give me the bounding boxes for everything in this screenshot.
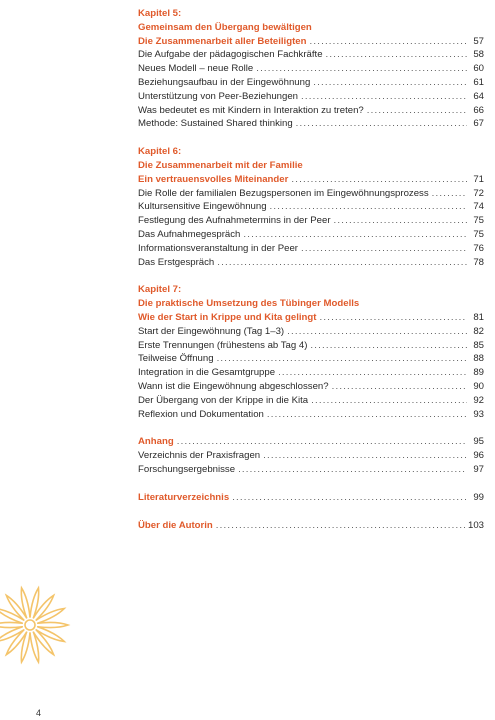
dot-leader — [310, 339, 467, 353]
flower-icon — [0, 570, 80, 680]
entry-title: Neues Modell – neue Rolle — [138, 63, 254, 75]
entry-title: Ein vertrauensvolles Miteinander — [138, 173, 289, 185]
chapter-5 — [138, 7, 484, 131]
entry-title: Das Aufnahmegespräch — [138, 228, 241, 240]
entry-title: Erste Trennungen (frühestens ab Tag 4) — [138, 339, 308, 351]
entry-page: 95 — [473, 436, 484, 448]
dot-leader — [263, 449, 467, 463]
toc-entry[interactable] — [138, 242, 484, 256]
entry-page: 85 — [473, 339, 484, 351]
entry-title: Anhang — [138, 436, 174, 448]
entry-page: 90 — [473, 380, 484, 392]
dot-leader — [313, 76, 467, 90]
entry-title: Was bedeutet es mit Kindern in Interaktion zu treten? — [138, 104, 364, 116]
dot-leader — [267, 408, 467, 422]
toc-entry-references[interactable] — [138, 491, 484, 505]
toc-entry[interactable] — [138, 449, 484, 463]
entry-title: Festlegung des Aufnahmetermins in der Peer — [138, 215, 331, 227]
table-of-contents — [138, 7, 484, 546]
dot-leader — [367, 104, 467, 118]
flower-petal — [0, 622, 22, 627]
entry-page: 58 — [473, 49, 484, 61]
toc-entry[interactable] — [138, 325, 484, 339]
entry-page: 76 — [473, 242, 484, 254]
entry-page: 92 — [473, 394, 484, 406]
entry-page: 88 — [473, 353, 484, 365]
entry-page: 96 — [473, 450, 484, 462]
toc-entry[interactable] — [138, 339, 484, 353]
dot-leader — [270, 200, 467, 214]
toc-entry[interactable] — [138, 463, 484, 477]
entry-title: Methode: Sustained Shared thinking — [138, 118, 293, 130]
toc-entry-lead[interactable] — [138, 173, 484, 187]
toc-entry[interactable] — [138, 228, 484, 242]
dot-leader — [301, 242, 467, 256]
chapter-label: Kapitel 5: — [138, 8, 182, 19]
toc-entry[interactable] — [138, 394, 484, 408]
toc-entry[interactable] — [138, 90, 484, 104]
dot-leader — [326, 48, 467, 62]
chapter-label: Kapitel 6: — [138, 146, 182, 158]
entry-title: Das Erstgespräch — [138, 256, 215, 268]
chapter-title: Die praktische Umsetzung des Tübinger Modells — [138, 298, 360, 310]
toc-entry[interactable] — [138, 62, 484, 76]
entry-page: 60 — [473, 63, 484, 75]
entry-page: 99 — [473, 491, 484, 503]
entry-title: Forschungsergebnisse — [138, 463, 236, 475]
page-number: 4 — [36, 708, 42, 718]
dot-leader — [432, 187, 467, 201]
entry-title: Die Rolle der familialen Bezugspersonen im Eingewöhnungsprozess — [138, 187, 429, 199]
entry-page: 97 — [473, 463, 484, 475]
dot-leader — [296, 117, 467, 131]
entry-page: 72 — [473, 187, 484, 199]
entry-page: 67 — [473, 118, 484, 130]
entry-title: Teilweise Öffnung — [138, 353, 214, 365]
dot-leader — [216, 519, 465, 533]
dot-leader — [256, 62, 467, 76]
entry-title: Integration in die Gesamtgruppe — [138, 367, 276, 379]
entry-page: 57 — [473, 35, 484, 47]
toc-entry[interactable] — [138, 352, 484, 366]
dot-leader — [319, 311, 467, 325]
dot-leader — [334, 214, 467, 228]
chapter-title: Die Zusammenarbeit mit der Familie — [138, 159, 303, 171]
dot-leader — [232, 491, 467, 505]
dot-leader — [238, 463, 467, 477]
entry-title: Kultursensitive Eingewöhnung — [138, 201, 267, 213]
dot-leader — [309, 35, 467, 49]
dot-leader — [311, 394, 467, 408]
entry-page: 74 — [473, 201, 484, 213]
dot-leader — [301, 90, 467, 104]
chapter-title: Gemeinsam den Übergang bewältigen — [138, 21, 312, 33]
flower-petal — [38, 622, 68, 627]
entry-page: 82 — [473, 325, 484, 337]
entry-page: 78 — [473, 256, 484, 268]
entry-title: Die Zusammenarbeit aller Beteiligten — [138, 35, 307, 47]
toc-entry[interactable] — [138, 366, 484, 380]
entry-title: Literaturverzeichnis — [138, 491, 230, 503]
entry-page: 61 — [473, 76, 484, 88]
toc-entry[interactable] — [138, 48, 484, 62]
toc-entry[interactable] — [138, 200, 484, 214]
entry-title: Wie der Start in Krippe und Kita gelingt — [138, 311, 317, 323]
chapter-label: Kapitel 7: — [138, 284, 182, 296]
toc-entry[interactable] — [138, 117, 484, 131]
toc-entry[interactable] — [138, 256, 484, 270]
toc-entry[interactable] — [138, 380, 484, 394]
entry-title: Unterstützung von Peer-Beziehungen — [138, 90, 298, 102]
toc-entry-appendix[interactable] — [138, 435, 484, 449]
entry-page: 103 — [467, 519, 484, 531]
entry-page: 64 — [473, 90, 484, 102]
toc-entry-lead[interactable] — [138, 35, 484, 49]
toc-entry-author[interactable] — [138, 519, 484, 533]
entry-title: Wann ist die Eingewöhnung abgeschlossen? — [138, 380, 329, 392]
entry-page: 66 — [473, 104, 484, 116]
toc-entry[interactable] — [138, 76, 484, 90]
toc-entry-lead[interactable] — [138, 311, 484, 325]
toc-entry[interactable] — [138, 214, 484, 228]
entry-title: Über die Autorin — [138, 519, 213, 531]
entry-title: Reflexion und Dokumentation — [138, 408, 264, 420]
entry-title: Informationsveranstaltung in der Peer — [138, 242, 298, 254]
entry-page: 75 — [473, 215, 484, 227]
dot-leader — [287, 325, 467, 339]
dot-leader — [217, 256, 467, 270]
entry-page: 75 — [473, 228, 484, 240]
dot-leader — [243, 228, 467, 242]
entry-page: 71 — [473, 173, 484, 185]
chapter-7 — [138, 283, 484, 421]
entry-title: Start der Eingewöhnung (Tag 1–3) — [138, 325, 285, 337]
entry-title: Verzeichnis der Praxisfragen — [138, 450, 261, 462]
entry-title: Der Übergang von der Krippe in die Kita — [138, 394, 309, 406]
entry-page: 89 — [473, 367, 484, 379]
toc-entry[interactable] — [138, 408, 484, 422]
toc-entry[interactable] — [138, 104, 484, 118]
dot-leader — [177, 435, 467, 449]
dot-leader — [278, 366, 467, 380]
dot-leader — [217, 352, 467, 366]
dot-leader — [291, 173, 467, 187]
dot-leader — [332, 380, 467, 394]
appendix-section — [138, 435, 484, 476]
entry-title: Beziehungsaufbau in der Eingewöhnung — [138, 76, 311, 88]
toc-entry[interactable] — [138, 187, 484, 201]
entry-page: 81 — [473, 311, 484, 323]
entry-page: 93 — [473, 408, 484, 420]
entry-title: Die Aufgabe der pädagogischen Fachkräfte — [138, 49, 323, 61]
chapter-6 — [138, 145, 484, 269]
